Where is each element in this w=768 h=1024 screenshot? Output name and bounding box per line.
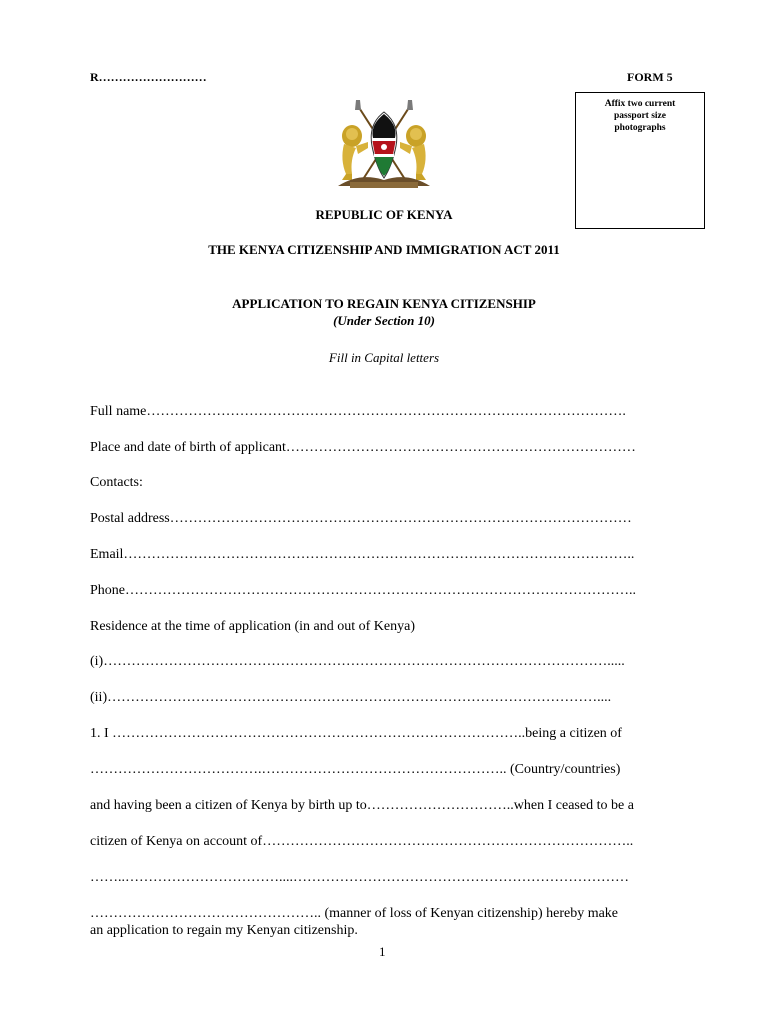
coat-of-arms-emblem <box>330 98 438 192</box>
section-subtitle: (Under Section 10) <box>333 313 435 328</box>
declaration-line-3[interactable]: and having been a citizen of Kenya by birth up to…………………………..when I ceased to be a <box>90 798 634 813</box>
residence-i-field[interactable]: (i)………………………………………………………………………………………………..... <box>90 654 625 669</box>
spear-tip-right <box>407 100 413 110</box>
full-name-field[interactable]: Full name…………………………………………………………………………………………. <box>90 404 626 419</box>
photo-box-line-2: passport size <box>614 111 666 121</box>
birth-place-date-field[interactable]: Place and date of birth of applicant………………………………………………………………… <box>90 440 636 455</box>
form-number: FORM 5 <box>627 70 673 84</box>
declaration-line-2[interactable]: ……………………………….…………………………………………….. (Country/countries) <box>90 762 621 777</box>
declaration-line-5[interactable]: ……..……………………………....……………………………………………………………… <box>90 870 629 885</box>
photo-box-line-1: Affix two current <box>604 99 676 109</box>
residence-ii-field[interactable]: (ii)…………………………………………………………………………………………….... <box>90 690 612 705</box>
page-number: 1 <box>379 944 386 959</box>
phone-field[interactable]: Phone……………………………………………………………………………………………….. <box>90 583 636 598</box>
motto-ribbon <box>350 182 418 188</box>
email-field[interactable]: Email……………………………………………………………………………………………….. <box>90 547 635 562</box>
application-title: APPLICATION TO REGAIN KENYA CITIZENSHIP <box>232 296 536 311</box>
lion-right <box>400 125 426 180</box>
postal-address-field[interactable]: Postal address……………………………………………………………………………………… <box>90 511 632 526</box>
reference-number: R……………………… <box>90 70 207 84</box>
contacts-label: Contacts: <box>90 475 143 490</box>
shield <box>371 112 397 178</box>
declaration-line-4[interactable]: citizen of Kenya on account of…………………………………………………………………….. <box>90 834 634 849</box>
declaration-line-6[interactable]: ………………………………………….. (manner of loss of Kenyan citizenship) hereby make <box>90 906 619 921</box>
declaration-line-7: an application to regain my Kenyan citizenship. <box>90 923 358 938</box>
republic-title: REPUBLIC OF KENYA <box>315 207 453 222</box>
spear-tip-left <box>355 100 361 110</box>
residence-heading: Residence at the time of application (in and out of Kenya) <box>90 619 416 634</box>
fill-instruction: Fill in Capital letters <box>328 350 440 365</box>
declaration-line-1[interactable]: 1. I ……………………………………………………………………………..being a citizen of <box>90 726 622 741</box>
act-title: THE KENYA CITIZENSHIP AND IMMIGRATION ACT 2011 <box>208 242 560 257</box>
lion-left <box>342 125 368 180</box>
photo-box-line-3: photographs <box>614 123 666 133</box>
